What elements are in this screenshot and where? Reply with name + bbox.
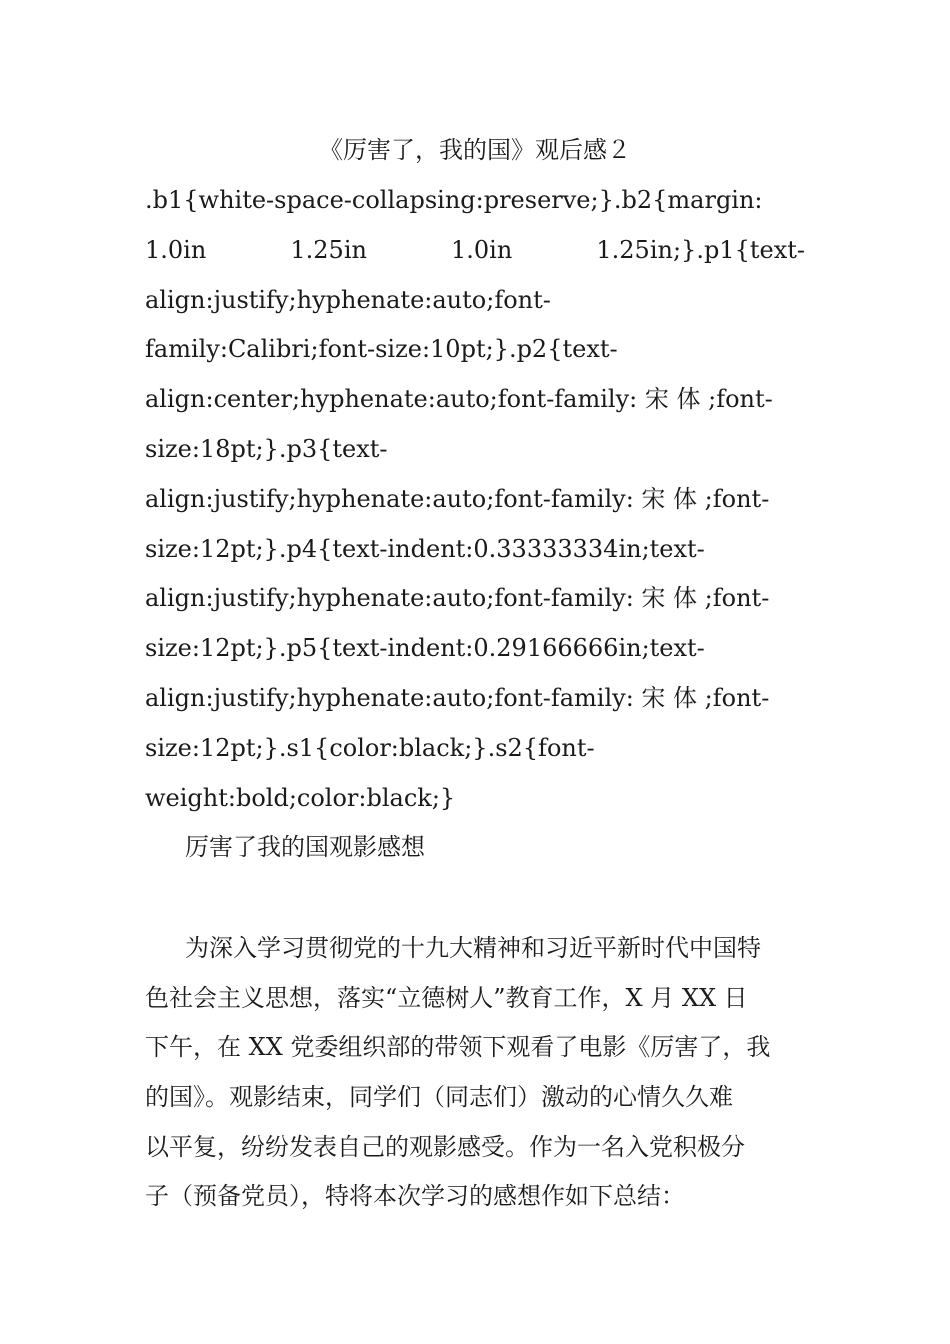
css-line: .b1{white-space-collapsing:preserve;}.b2{margin: — [145, 186, 763, 214]
css-line — [145, 230, 805, 280]
paragraph-line: 的国》。观影结束，同学们（同志们）激动的心情久久难 — [145, 1083, 733, 1112]
paragraph-line: 下午，在 XX 党委组织部的带领下观看了电影《厉害了，我 — [145, 1033, 771, 1062]
css-line: size:12pt;}.p4{text-indent:0.33333334in;text- — [145, 534, 705, 563]
paragraph-line: 子（预备党员），特将本次学习的感想作如下总结： — [145, 1182, 685, 1211]
paragraph-line: 以平复，纷纷发表自己的观影感受。作为一名入党积极分 — [145, 1132, 745, 1161]
css-line: align:justify;hyphenate:auto;font-family: 宋 体 ;font- — [145, 484, 770, 513]
css-token: 1.0in — [145, 235, 207, 264]
css-line: align:justify;hyphenate:auto;font- — [145, 285, 551, 314]
css-line: align:justify;hyphenate:auto;font-family: 宋 体 ;font- — [145, 683, 770, 712]
css-line: align:center;hyphenate:auto;font-family: 宋 体 ;font- — [145, 385, 773, 414]
css-line: size:12pt;}.p5{text-indent:0.29166666in;text- — [145, 634, 705, 663]
css-line: size:12pt;}.s1{color:black;}.s2{font- — [145, 733, 595, 762]
css-line: size:18pt;}.p3{text- — [145, 434, 388, 463]
css-token: 1.0in — [451, 235, 513, 264]
body-paragraph — [145, 928, 805, 1226]
css-line: family:Calibri;font-size:10pt;}.p2{text- — [145, 335, 618, 364]
css-line: align:justify;hyphenate:auto;font-family: 宋 体 ;font- — [145, 584, 770, 613]
css-line: weight:bold;color:black;} — [145, 783, 456, 812]
css-token: 1.25in — [290, 235, 367, 264]
paragraph-line: 色社会主义思想，落实“立德树人”教育工作，X 月 XX 日 — [145, 983, 748, 1012]
css-token: 1.25in;}.p1{text- — [596, 235, 805, 264]
section-subtitle: 厉害了我的国观影感想 — [185, 833, 425, 861]
document-title: 《厉害了，我的国》观后感２ — [319, 136, 631, 164]
css-text-block — [145, 180, 805, 827]
paragraph-line: 为深入学习贯彻党的十九大精神和习近平新时代中国特 — [185, 934, 761, 962]
